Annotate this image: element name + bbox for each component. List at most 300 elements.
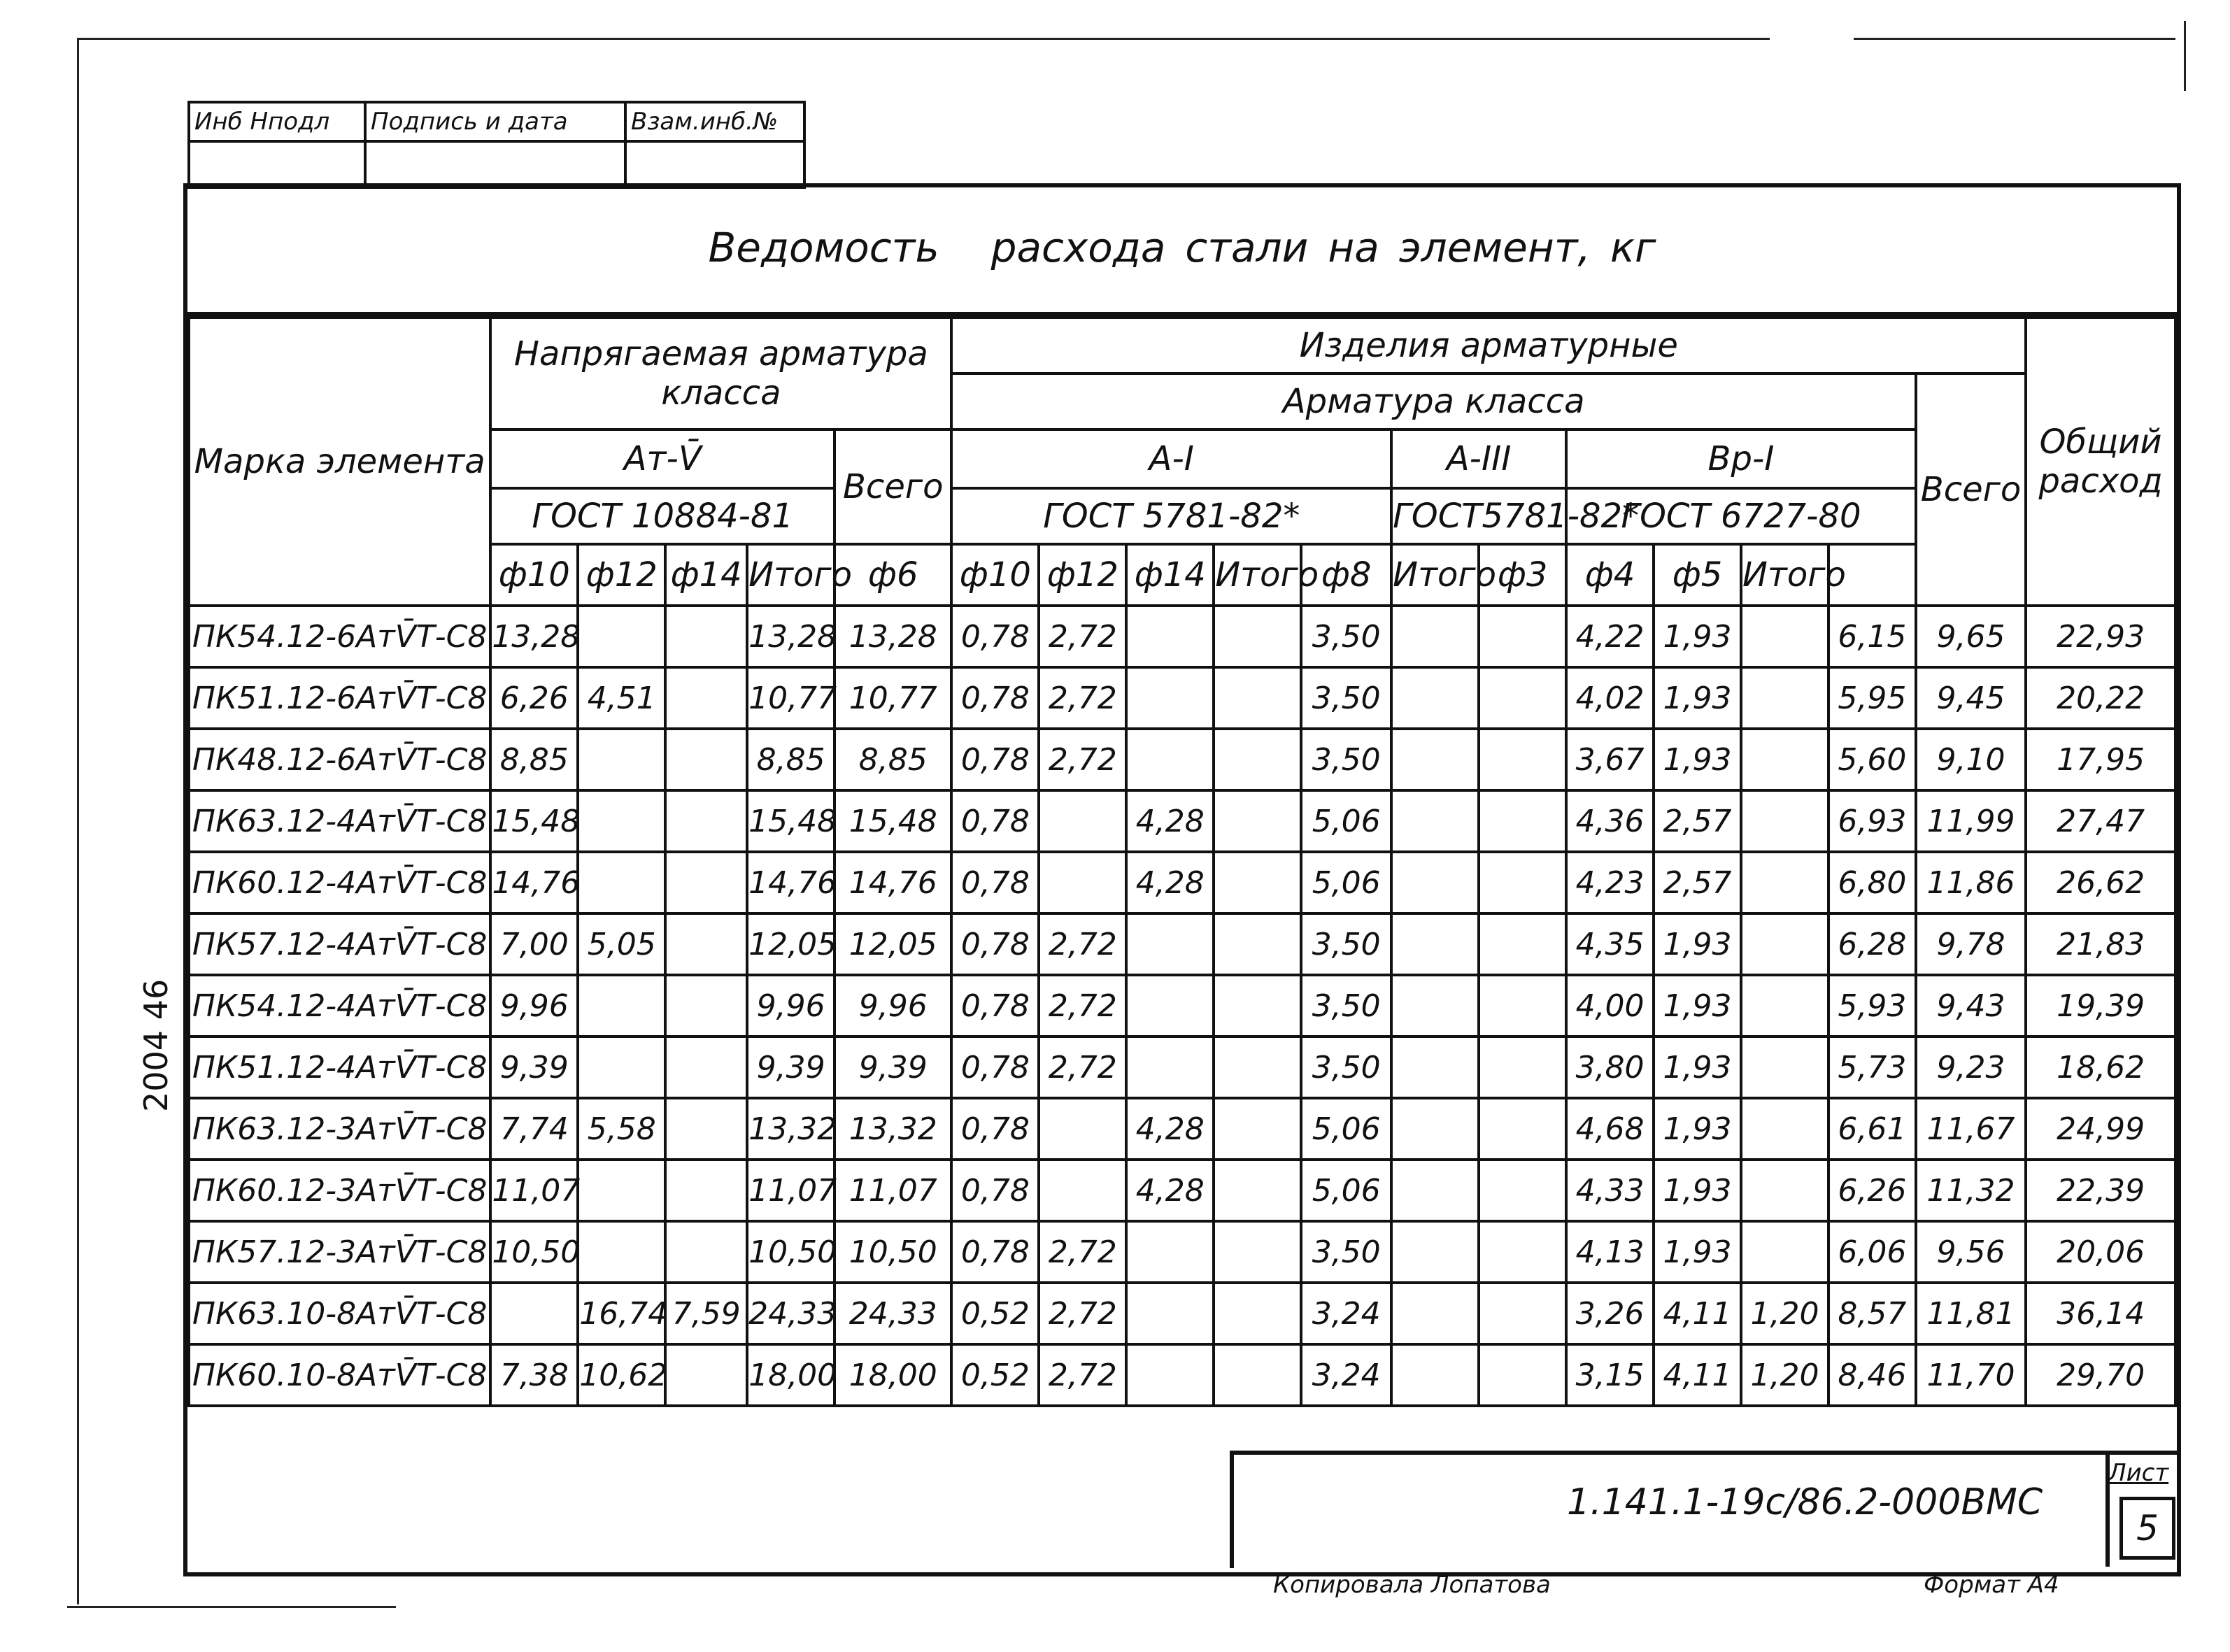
cell-total1: 10,77 [835,667,951,729]
cell-d10b [1039,1160,1126,1221]
cell-total2: 9,23 [1916,1037,2026,1098]
cell-d5 [1741,1160,1828,1221]
cell-mark: ПК63.12-3АтV̄Т-С8 [189,1098,490,1160]
cell-d8 [1391,913,1479,975]
cell-total2: 9,45 [1916,667,2026,729]
document-number: 1.141.1-19с/86.2-000ВМС [1567,1481,2043,1523]
cell-d12b: 4,28 [1126,852,1214,913]
cell-d8 [1391,667,1479,729]
cell-itogo1: 8,85 [747,729,835,790]
cell-mark: ПК54.12-4АтV̄Т-С8 [189,975,490,1037]
cell-d14b [1214,913,1301,975]
cell-d10: 9,96 [490,975,578,1037]
cell-d14 [665,606,747,667]
cell-itogo3 [1479,1037,1566,1098]
cell-total2: 9,56 [1916,1221,2026,1283]
cell-itogo2: 3,50 [1301,667,1391,729]
header-gost-10884: ГОСТ 10884-81 [490,488,835,544]
cell-d12 [578,1160,665,1221]
header-gost-6727: ГОСТ 6727-80 [1566,488,1916,544]
cell-d3: 4,33 [1566,1160,1654,1221]
cell-d5: 1,20 [1741,1283,1828,1344]
header-itogo-1: Итого [747,544,835,606]
cell-d5 [1741,852,1828,913]
cell-d3: 4,02 [1566,667,1654,729]
cell-total2: 11,70 [1916,1344,2026,1406]
header-gost-5781b: ГОСТ5781-82* [1391,488,1566,544]
cell-d10 [490,1283,578,1344]
cell-itogo2: 5,06 [1301,1160,1391,1221]
cell-mark: ПК63.10-8АтV̄Т-С8 [189,1283,490,1344]
cell-mark: ПК54.12-6АтV̄Т-С8 [189,606,490,667]
cell-itogo3 [1479,667,1566,729]
cell-d6: 0,78 [951,790,1039,852]
table-row [189,790,2175,852]
cell-itogo3 [1479,1283,1566,1344]
cell-total1: 8,85 [835,729,951,790]
cell-itogo1: 10,50 [747,1221,835,1283]
cell-d6: 0,78 [951,729,1039,790]
outer-top-line [77,38,1770,40]
cell-d10b: 2,72 [1039,606,1126,667]
header-d12: ф12 [578,544,665,606]
stamp-sign-label: Подпись и дата [365,102,625,141]
cell-mark: ПК60.10-8АтV̄Т-С8 [189,1344,490,1406]
cell-d14b [1214,1098,1301,1160]
cell-itogo1: 9,39 [747,1037,835,1098]
cell-d10: 13,28 [490,606,578,667]
cell-d4: 4,11 [1654,1283,1741,1344]
cell-itogo2: 3,24 [1301,1283,1391,1344]
cell-d12 [578,975,665,1037]
cell-itogo1: 15,48 [747,790,835,852]
header-at-v: Ат-V̄ [490,429,835,488]
cell-d3: 3,67 [1566,729,1654,790]
cell-itogo1: 11,07 [747,1160,835,1221]
table-row [189,1221,2175,1283]
header-d6: ф6 [835,544,951,606]
cell-d4: 1,93 [1654,606,1741,667]
cell-d10b: 2,72 [1039,1037,1126,1098]
cell-itogo3 [1479,790,1566,852]
cell-d12b: 4,28 [1126,1098,1214,1160]
title-word-3: стали [1185,224,1309,271]
stamp-inv-label: Инб Нподл [189,102,365,141]
cell-d3: 4,36 [1566,790,1654,852]
title-word-4: на [1328,224,1379,271]
cell-itogo4: 6,06 [1828,1221,1916,1283]
title-word-1: Ведомость [708,224,939,271]
cell-d4: 1,93 [1654,1037,1741,1098]
cell-d8 [1391,1037,1479,1098]
header-total-prestressed: Всего [835,429,951,544]
cell-total2: 11,86 [1916,852,2026,913]
cell-d12: 4,51 [578,667,665,729]
cell-total2: 11,81 [1916,1283,2026,1344]
cell-d8 [1391,1098,1479,1160]
cell-d12b [1126,606,1214,667]
cell-d4: 1,93 [1654,1160,1741,1221]
cell-d4: 2,57 [1654,790,1741,852]
cell-d10: 6,26 [490,667,578,729]
cell-d8 [1391,1221,1479,1283]
cell-d14 [665,1344,747,1406]
cell-d5: 1,20 [1741,1344,1828,1406]
cell-d10b: 2,72 [1039,913,1126,975]
cell-d6: 0,78 [951,1037,1039,1098]
cell-itogo3 [1479,1098,1566,1160]
header-prestressed: Напрягаемая арматура класса [490,318,951,429]
cell-d14 [665,852,747,913]
cell-total1: 9,96 [835,975,951,1037]
cell-total1: 9,39 [835,1037,951,1098]
cell-d8 [1391,1160,1479,1221]
cell-d14b [1214,1283,1301,1344]
cell-d6: 0,78 [951,1221,1039,1283]
header-mark: Марка элемента [189,318,490,606]
cell-d14b [1214,667,1301,729]
cell-general: 27,47 [2026,790,2175,852]
cell-d5 [1741,975,1828,1037]
header-gost-5781: ГОСТ 5781-82* [951,488,1391,544]
cell-d12 [578,1037,665,1098]
cell-d10: 7,74 [490,1098,578,1160]
header-d10: ф10 [490,544,578,606]
cell-d14b [1214,729,1301,790]
table-row [189,667,2175,729]
cell-mark: ПК60.12-4АтV̄Т-С8 [189,852,490,913]
cell-d5 [1741,667,1828,729]
cell-itogo4: 6,26 [1828,1160,1916,1221]
table-body [189,606,2175,1406]
cell-d10b: 2,72 [1039,667,1126,729]
stamp-sign-cell [365,141,625,187]
header-general: Общий расход [2026,318,2175,606]
cell-mark: ПК51.12-4АтV̄Т-С8 [189,1037,490,1098]
sheet-number: 5 [2119,1497,2175,1560]
stamp-replace-label: Взам.инб.№ [625,102,804,141]
header-d14b: ф14 [1126,544,1214,606]
cell-itogo4: 5,95 [1828,667,1916,729]
cell-d5 [1741,913,1828,975]
cell-d12: 5,05 [578,913,665,975]
cell-d4: 1,93 [1654,729,1741,790]
cell-d14: 7,59 [665,1283,747,1344]
header-d3: ф3 [1479,544,1566,606]
cell-itogo2: 3,50 [1301,975,1391,1037]
cell-itogo2: 3,50 [1301,913,1391,975]
header-d4: ф4 [1566,544,1654,606]
table-row [189,1037,2175,1098]
title-word-6: кг [1610,224,1656,271]
cell-d12b [1126,729,1214,790]
cell-d14b [1214,1344,1301,1406]
cell-d4: 1,93 [1654,913,1741,975]
cell-d10: 7,00 [490,913,578,975]
cell-d10b: 2,72 [1039,1283,1126,1344]
cell-d12b: 4,28 [1126,1160,1214,1221]
cell-d12b [1126,1283,1214,1344]
cell-d14 [665,729,747,790]
cell-d10b: 2,72 [1039,975,1126,1037]
outer-bottom-line [67,1606,396,1608]
cell-itogo1: 9,96 [747,975,835,1037]
cell-d10: 8,85 [490,729,578,790]
cell-d3: 4,23 [1566,852,1654,913]
cell-d12 [578,729,665,790]
cell-general: 20,06 [2026,1221,2175,1283]
cell-general: 22,39 [2026,1160,2175,1221]
cell-itogo3 [1479,913,1566,975]
title-word-5: элемент, [1398,224,1591,271]
cell-total2: 11,99 [1916,790,2026,852]
table-row [189,975,2175,1037]
cell-d14b [1214,975,1301,1037]
copied-by: Копировала Лопатова [1273,1571,1551,1599]
cell-d14 [665,667,747,729]
cell-total1: 15,48 [835,790,951,852]
cell-total2: 11,67 [1916,1098,2026,1160]
header-itogo-3: Итого [1391,544,1479,606]
cell-mark: ПК60.12-3АтV̄Т-С8 [189,1160,490,1221]
cell-d12b [1126,1221,1214,1283]
cell-d4: 1,93 [1654,1221,1741,1283]
sheet-label: Лист [2108,1459,2169,1487]
cell-itogo4: 6,15 [1828,606,1916,667]
cell-d12b [1126,1037,1214,1098]
cell-d12 [578,852,665,913]
cell-total1: 14,76 [835,852,951,913]
approval-stamp [187,101,806,189]
cell-d4: 1,93 [1654,667,1741,729]
cell-itogo1: 13,28 [747,606,835,667]
cell-d14b [1214,1221,1301,1283]
cell-d10: 11,07 [490,1160,578,1221]
cell-d8 [1391,606,1479,667]
cell-d14b [1214,1160,1301,1221]
cell-d12: 16,74 [578,1283,665,1344]
stamp-inv-cell [189,141,365,187]
cell-d12 [578,790,665,852]
header-d5: ф5 [1654,544,1741,606]
cell-d8 [1391,975,1479,1037]
cell-d8 [1391,852,1479,913]
cell-itogo4: 6,61 [1828,1098,1916,1160]
header-itogo-4: Итого [1741,544,1828,606]
cell-d6: 0,78 [951,975,1039,1037]
cell-d10b [1039,790,1126,852]
cell-d10: 7,38 [490,1344,578,1406]
cell-d6: 0,52 [951,1344,1039,1406]
cell-itogo1: 14,76 [747,852,835,913]
cell-d12b [1126,975,1214,1037]
cell-total1: 13,32 [835,1098,951,1160]
cell-d10: 15,48 [490,790,578,852]
cell-total1: 11,07 [835,1160,951,1221]
cell-d3: 4,00 [1566,975,1654,1037]
cell-itogo4: 5,73 [1828,1037,1916,1098]
cell-itogo2: 3,50 [1301,606,1391,667]
header-total-products: Всего [1916,373,2026,606]
cell-itogo4: 5,93 [1828,975,1916,1037]
cell-d12: 5,58 [578,1098,665,1160]
cell-d12: 10,62 [578,1344,665,1406]
table-title [187,183,2177,316]
cell-itogo1: 12,05 [747,913,835,975]
cell-d3: 4,68 [1566,1098,1654,1160]
cell-d6: 0,78 [951,1098,1039,1160]
table-row [189,913,2175,975]
cell-d8 [1391,790,1479,852]
cell-d4: 1,93 [1654,975,1741,1037]
cell-d14 [665,913,747,975]
table-row [189,606,2175,667]
cell-itogo4: 6,80 [1828,852,1916,913]
cell-d6: 0,78 [951,852,1039,913]
header-d14: ф14 [665,544,747,606]
header-a-i: А-I [951,429,1391,488]
stamp-replace-cell [625,141,804,187]
header-d8: ф8 [1301,544,1391,606]
cell-d12b [1126,913,1214,975]
cell-itogo3 [1479,1344,1566,1406]
header-vr-i: Вр-I [1566,429,1916,488]
cell-mark: ПК57.12-3АтV̄Т-С8 [189,1221,490,1283]
cell-itogo2: 5,06 [1301,790,1391,852]
cell-d5 [1741,606,1828,667]
cell-general: 29,70 [2026,1344,2175,1406]
header-d10b: ф10 [951,544,1039,606]
cell-total2: 9,43 [1916,975,2026,1037]
cell-d4: 1,93 [1654,1098,1741,1160]
cell-d12b [1126,667,1214,729]
cell-mark: ПК57.12-4АтV̄Т-С8 [189,913,490,975]
cell-itogo2: 5,06 [1301,852,1391,913]
cell-d14 [665,1098,747,1160]
cell-d14 [665,1160,747,1221]
table-row [189,852,2175,913]
table-row [189,1344,2175,1406]
cell-itogo1: 18,00 [747,1344,835,1406]
cell-d12 [578,606,665,667]
cell-d10b: 2,72 [1039,729,1126,790]
cell-total2: 9,65 [1916,606,2026,667]
title-word-2: расхода [990,224,1166,271]
paper-format: Формат А4 [1924,1571,2059,1599]
cell-total1: 10,50 [835,1221,951,1283]
cell-d3: 4,35 [1566,913,1654,975]
cell-mark: ПК48.12-6АтV̄Т-С8 [189,729,490,790]
cell-itogo3 [1479,1160,1566,1221]
cell-general: 19,39 [2026,975,2175,1037]
cell-itogo4: 6,28 [1828,913,1916,975]
cell-d10: 14,76 [490,852,578,913]
cell-d10b [1039,1098,1126,1160]
cell-d14 [665,975,747,1037]
cell-itogo3 [1479,975,1566,1037]
table-row [189,729,2175,790]
header-a-iii: А-III [1391,429,1566,488]
cell-d3: 3,15 [1566,1344,1654,1406]
cell-total1: 18,00 [835,1344,951,1406]
steel-consumption-table [187,316,2177,1463]
cell-d4: 2,57 [1654,852,1741,913]
cell-total1: 24,33 [835,1283,951,1344]
cell-itogo2: 3,50 [1301,1037,1391,1098]
cell-d5 [1741,1098,1828,1160]
cell-d14 [665,790,747,852]
cell-total2: 9,78 [1916,913,2026,975]
header-d12b: ф12 [1039,544,1126,606]
header-products: Изделия арматурные [951,318,2026,373]
header-itogo-2: Итого [1214,544,1301,606]
cell-general: 18,62 [2026,1037,2175,1098]
cell-itogo2: 3,50 [1301,729,1391,790]
outer-right-line [2184,21,2186,91]
cell-d3: 3,80 [1566,1037,1654,1098]
cell-d6: 0,78 [951,1160,1039,1221]
cell-d10: 9,39 [490,1037,578,1098]
cell-d8 [1391,1283,1479,1344]
cell-d10b [1039,852,1126,913]
cell-itogo1: 10,77 [747,667,835,729]
cell-itogo4: 8,57 [1828,1283,1916,1344]
table-row [189,1098,2175,1160]
cell-d5 [1741,1221,1828,1283]
cell-d14b [1214,606,1301,667]
cell-general: 17,95 [2026,729,2175,790]
cell-total1: 12,05 [835,913,951,975]
cell-d10b: 2,72 [1039,1344,1126,1406]
cell-d3: 4,22 [1566,606,1654,667]
table-row [189,1283,2175,1344]
cell-total2: 9,10 [1916,729,2026,790]
side-archive-code: 2004 46 [137,978,175,1112]
outer-left-line [77,38,79,1604]
cell-d12b [1126,1344,1214,1406]
cell-general: 24,99 [2026,1098,2175,1160]
cell-itogo3 [1479,852,1566,913]
cell-d6: 0,52 [951,1283,1039,1344]
cell-d3: 4,13 [1566,1221,1654,1283]
cell-d14b [1214,790,1301,852]
cell-general: 22,93 [2026,606,2175,667]
cell-d6: 0,78 [951,606,1039,667]
cell-d5 [1741,1037,1828,1098]
cell-total2: 11,32 [1916,1160,2026,1221]
cell-d5 [1741,729,1828,790]
cell-itogo1: 13,32 [747,1098,835,1160]
table-row [189,1160,2175,1221]
cell-d14 [665,1221,747,1283]
cell-mark: ПК51.12-6АтV̄Т-С8 [189,667,490,729]
cell-d3: 3,26 [1566,1283,1654,1344]
cell-d10b: 2,72 [1039,1221,1126,1283]
cell-itogo2: 3,50 [1301,1221,1391,1283]
cell-d8 [1391,1344,1479,1406]
cell-d10: 10,50 [490,1221,578,1283]
cell-d6: 0,78 [951,667,1039,729]
outer-top-line-right [1854,38,2175,40]
cell-general: 36,14 [2026,1283,2175,1344]
cell-d6: 0,78 [951,913,1039,975]
cell-mark: ПК63.12-4АтV̄Т-С8 [189,790,490,852]
cell-general: 26,62 [2026,852,2175,913]
cell-itogo2: 5,06 [1301,1098,1391,1160]
cell-d8 [1391,729,1479,790]
cell-d4: 4,11 [1654,1344,1741,1406]
cell-itogo4: 5,60 [1828,729,1916,790]
